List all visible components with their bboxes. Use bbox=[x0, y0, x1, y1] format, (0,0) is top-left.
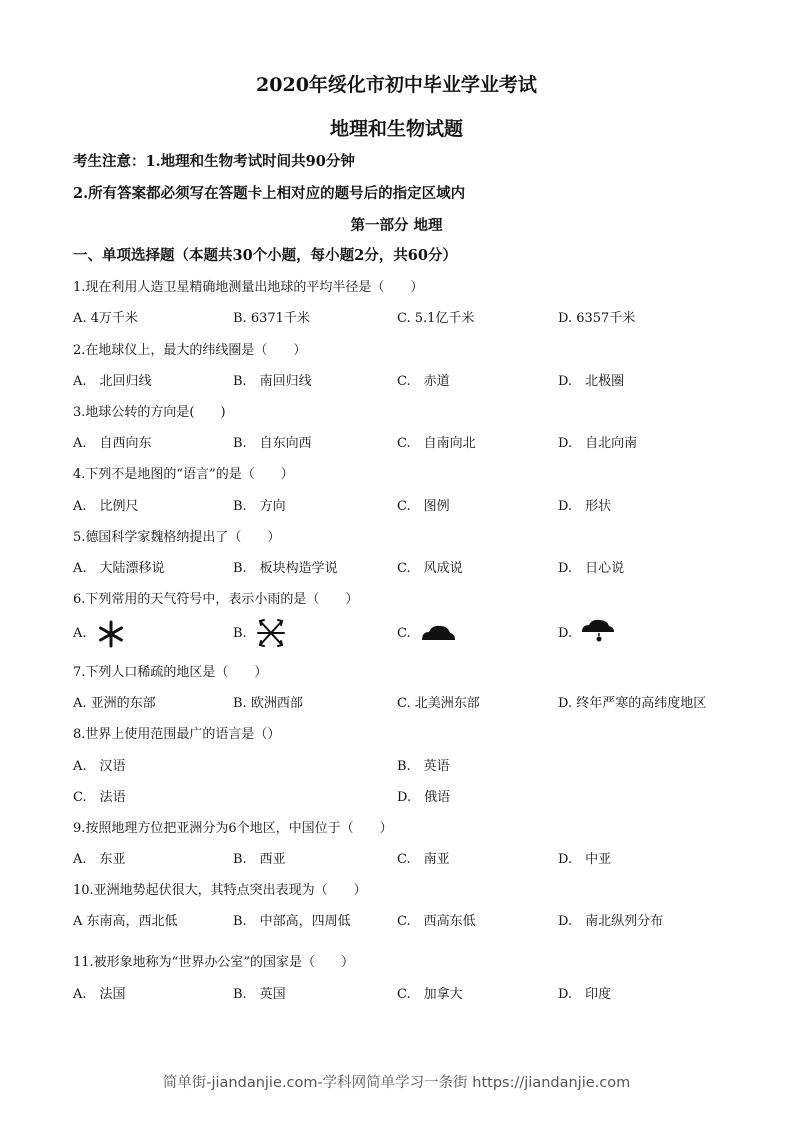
option-a: A. 自西向东 bbox=[73, 436, 152, 451]
option-a: A. 亚洲的东部 bbox=[73, 696, 156, 711]
notice-line-2: 2.所有答案都必须写在答题卡上相对应的题号后的指定区域内 bbox=[73, 185, 466, 202]
option-a: A. 北回归线 bbox=[73, 374, 152, 389]
option-a: A. 东亚 bbox=[73, 852, 126, 867]
option-d: D. 自北向南 bbox=[558, 436, 638, 451]
option-a: A. 大陆漂移说 bbox=[73, 561, 165, 576]
option-d: D. 日心说 bbox=[558, 561, 625, 576]
question-stem: 8.世界上使用范围最广的语言是（） bbox=[73, 727, 281, 742]
option-d: D. bbox=[558, 626, 573, 641]
page-subtitle: 地理和生物试题 bbox=[329, 118, 463, 140]
option-b: B. 6371千米 bbox=[233, 311, 310, 326]
option-d: D. 北极圈 bbox=[558, 374, 625, 389]
option-c: C. 西高东低 bbox=[397, 914, 476, 929]
question-stem: 3.地球公转的方向是( ) bbox=[73, 405, 226, 420]
snowflake-icon bbox=[96, 619, 126, 649]
option-d: D. 中亚 bbox=[558, 852, 612, 867]
question-stem: 6.下列常用的天气符号中，表示小雨的是（ ） bbox=[73, 592, 359, 607]
option-c: C. 南亚 bbox=[397, 852, 450, 867]
option-c: C. 法语 bbox=[73, 790, 126, 805]
option-d: D. 南北纵列分布 bbox=[558, 914, 664, 929]
option-c: C. 赤道 bbox=[397, 374, 450, 389]
question-stem: 9.按照地理方位把亚洲分为6个地区，中国位于（ ） bbox=[73, 821, 393, 836]
question-stem: 11.被形象地称为“世界办公室”的国家是（ ） bbox=[73, 955, 354, 970]
footer-watermark: 简单街-jiandanjie.com-学科网简单学习一条街 https://jiandanjie.com bbox=[162, 1075, 631, 1091]
question-stem: 7.下列人口稀疏的地区是（ ） bbox=[73, 665, 268, 680]
option-d: D. 印度 bbox=[558, 987, 612, 1002]
question-stem: 10.亚洲地势起伏很大，其特点突出表现为（ ） bbox=[73, 883, 367, 898]
option-b: B. 方向 bbox=[233, 499, 286, 514]
question-stem: 1.现在利用人造卫星精确地测量出地球的平均半径是（ ） bbox=[73, 280, 424, 295]
option-d: D. 俄语 bbox=[397, 790, 451, 805]
option-a: A 东南高，西北低 bbox=[73, 914, 178, 929]
option-a: A. 法国 bbox=[73, 987, 126, 1002]
option-c: C. 图例 bbox=[397, 499, 450, 514]
option-c: C. 5.1亿千米 bbox=[397, 311, 475, 326]
option-c: C. 加拿大 bbox=[397, 987, 463, 1002]
option-a: A. 汉语 bbox=[73, 759, 126, 774]
option-b: B. 南回归线 bbox=[233, 374, 312, 389]
option-c: C. 风成说 bbox=[397, 561, 463, 576]
question-stem: 2.在地球仪上，最大的纬线圈是（ ） bbox=[73, 343, 307, 358]
page-title: 2020年绥化市初中毕业学业考试 bbox=[256, 74, 537, 96]
option-c: C. 北美洲东部 bbox=[397, 696, 480, 711]
option-c: C. bbox=[397, 626, 411, 641]
part-heading: 第一部分 地理 bbox=[350, 217, 443, 234]
option-a: A. 4万千米 bbox=[73, 311, 138, 326]
option-b: B. 英语 bbox=[397, 759, 450, 774]
option-b: B. 英国 bbox=[233, 987, 286, 1002]
option-b: B. bbox=[233, 626, 247, 641]
option-b: B. 自东向西 bbox=[233, 436, 312, 451]
section-heading: 一、单项选择题（本题共30个小题，每小题2分，共60分） bbox=[73, 247, 457, 264]
notice-line-1: 考生注意：1.地理和生物考试时间共90分钟 bbox=[73, 153, 355, 170]
option-d: D. 6357千米 bbox=[558, 311, 636, 326]
question-stem: 5.德国科学家魏格纳提出了（ ） bbox=[73, 530, 281, 545]
option-b: B. 板块构造学说 bbox=[233, 561, 338, 576]
option-b: B. 欧洲西部 bbox=[233, 696, 303, 711]
option-d: D. 终年严寒的高纬度地区 bbox=[558, 696, 707, 711]
option-b: B. 中部高，四周低 bbox=[233, 914, 351, 929]
option-a: A. 比例尺 bbox=[73, 499, 139, 514]
light-rain-icon bbox=[580, 618, 616, 646]
option-c: C. 自南向北 bbox=[397, 436, 476, 451]
option-d: D. 形状 bbox=[558, 499, 612, 514]
sleet-icon bbox=[256, 617, 286, 649]
question-stem: 4.下列不是地图的“语言”的是（ ） bbox=[73, 467, 294, 482]
option-a: A. bbox=[73, 626, 87, 641]
option-b: B. 西亚 bbox=[233, 852, 286, 867]
cloudy-icon bbox=[420, 622, 456, 642]
